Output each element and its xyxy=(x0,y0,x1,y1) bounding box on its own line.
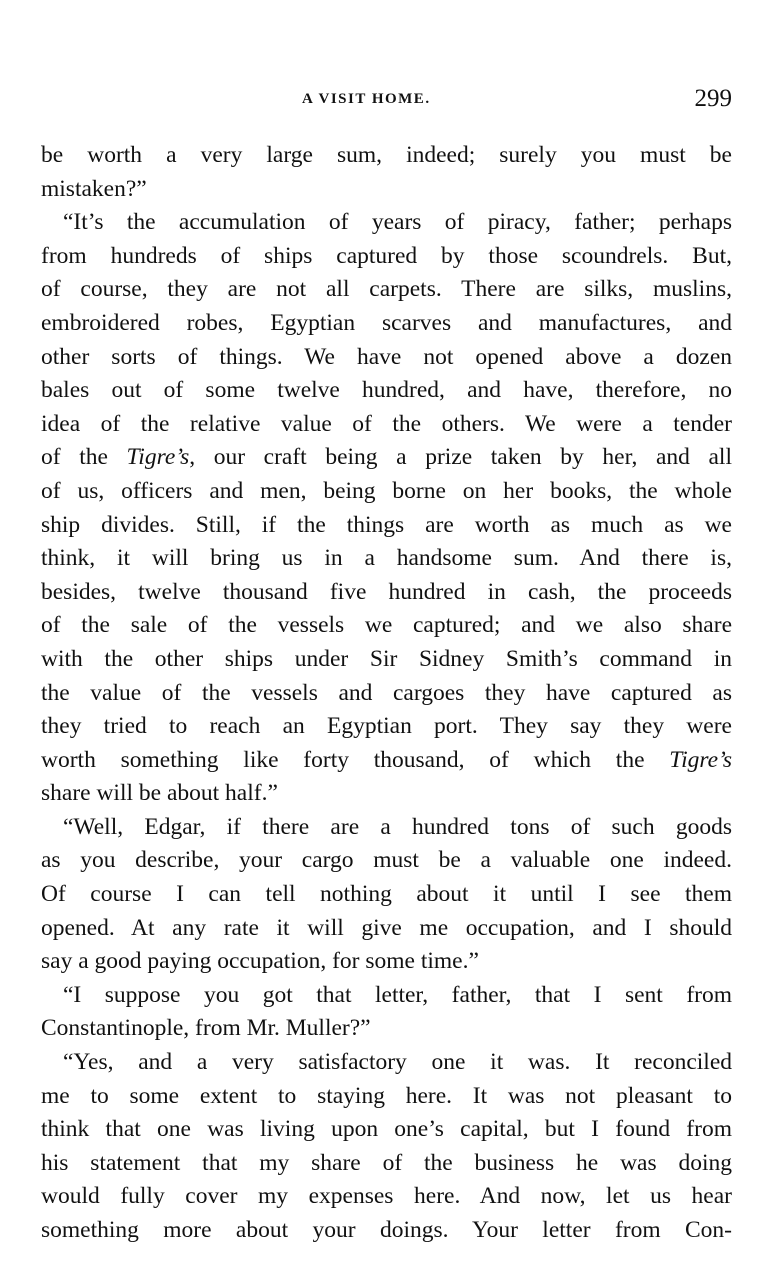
text-line: idea of the relative value of the others. We were a tender xyxy=(41,410,732,437)
text-line: from hundreds of ships captured by those scoundrels. But, xyxy=(41,242,732,269)
text-line: say a good paying occupation, for some time.” xyxy=(41,948,479,975)
text-line: me to some extent to staying here. It was not pleasant to xyxy=(41,1082,732,1109)
text-line: his statement that my share of the business he was doing xyxy=(41,1149,732,1176)
text-line: would fully cover my expenses here. And now, let us hear xyxy=(41,1183,732,1210)
text-line: “Well, Edgar, if there are a hundred tons of such goods xyxy=(63,813,732,840)
text-line: of us, officers and men, being borne on her books, the whole xyxy=(41,477,732,504)
text-line: of course, they are not all carpets. There are silks, muslins, xyxy=(41,276,732,303)
text-line: embroidered robes, Egyptian scarves and manufactures, and xyxy=(41,309,732,336)
page-number: 299 xyxy=(694,85,732,112)
text-line: share will be about half.” xyxy=(41,780,278,807)
text-line: think that one was living upon one’s capital, but I found from xyxy=(41,1116,732,1143)
text-line: with the other ships under Sir Sidney Smith’s command in xyxy=(41,645,732,672)
text-line: worth something like forty thousand, of which the Tigre’s xyxy=(41,746,732,773)
ship-name: Tigre’s xyxy=(126,444,190,471)
text-line: bales out of some twelve hundred, and have, therefore, no xyxy=(41,377,732,404)
text-line: as you describe, your cargo must be a valuable one indeed. xyxy=(41,847,732,874)
ship-name: Tigre’s xyxy=(669,746,732,773)
text-line: think, it will bring us in a handsome sum. And there is, xyxy=(41,545,732,572)
text-line: “Yes, and a very satisfactory one it was. It reconciled xyxy=(63,1049,732,1076)
text-line: opened. At any rate it will give me occupation, and I should xyxy=(41,914,732,941)
text-line: ship divides. Still, if the things are worth as much as we xyxy=(41,511,732,538)
text-line: something more about your doings. Your letter from Con- xyxy=(41,1217,732,1243)
body-text xyxy=(41,139,732,1248)
text-line: the value of the vessels and cargoes they have captured as xyxy=(41,679,732,706)
text-line: “I suppose you got that letter, father, that I sent from xyxy=(63,981,732,1008)
text-line: they tried to reach an Egyptian port. They say they were xyxy=(41,713,732,740)
text-line: Of course I can tell nothing about it until I see them xyxy=(41,881,732,908)
text-line: of the sale of the vessels we captured; and we also share xyxy=(41,612,732,639)
text-line: mistaken?” xyxy=(41,175,147,202)
text-line: of the Tigre’s, our craft being a prize taken by her, and all xyxy=(41,444,732,471)
text-line: Constantinople, from Mr. Muller?” xyxy=(41,1015,371,1042)
text-line: “It’s the accumulation of years of piracy, father; perhaps xyxy=(63,209,732,236)
text-line: besides, twelve thousand five hundred in cash, the proceeds xyxy=(41,578,732,605)
page-header xyxy=(40,85,732,115)
running-head: A VISIT HOME. xyxy=(302,91,431,107)
text-line: be worth a very large sum, indeed; surely you must be xyxy=(41,142,732,168)
text-line: other sorts of things. We have not opened above a dozen xyxy=(41,343,732,370)
